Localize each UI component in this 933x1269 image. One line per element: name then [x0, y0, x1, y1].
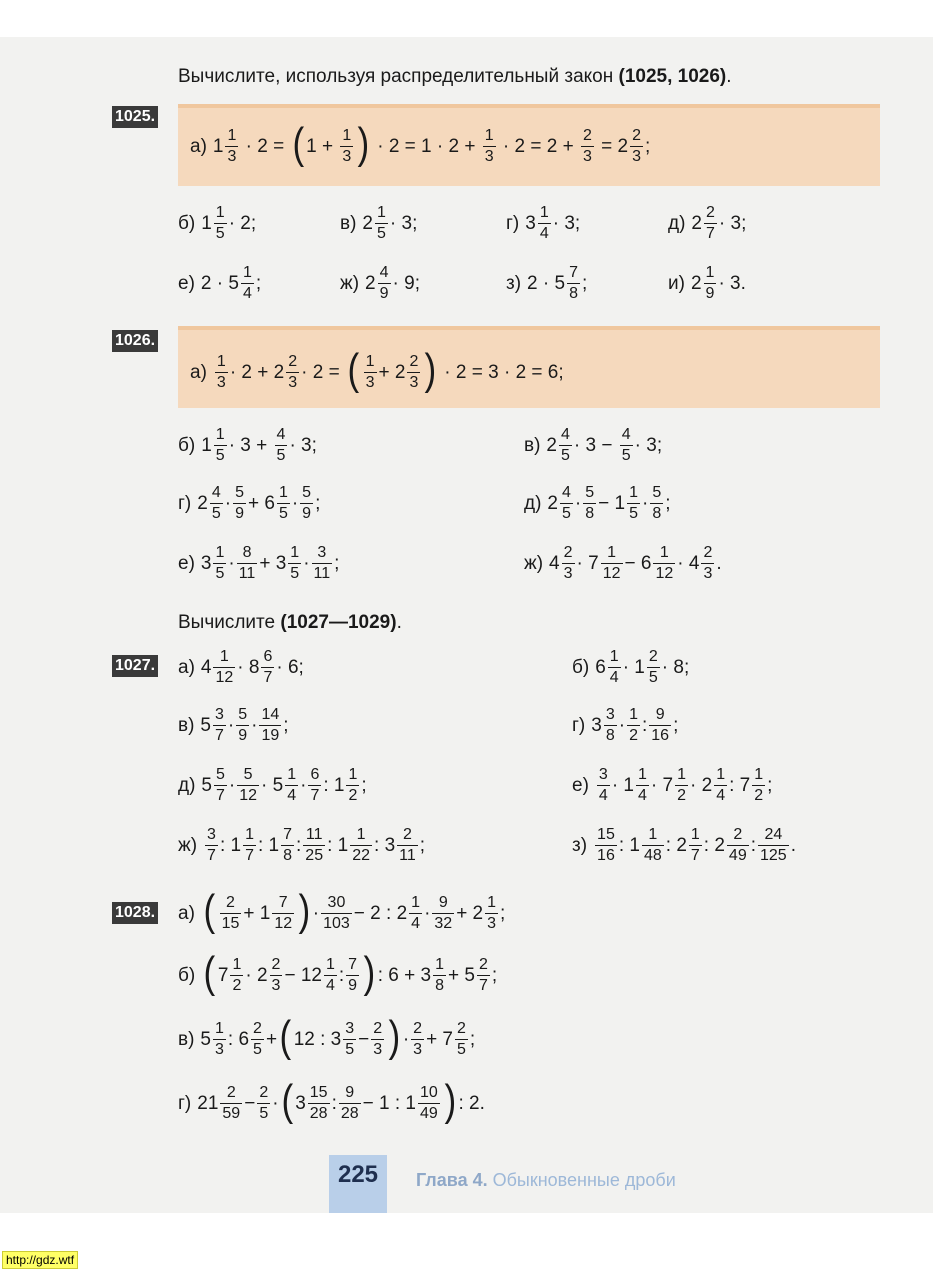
- heading-end: .: [726, 66, 732, 87]
- item-1027-z: з) $\frac{15}{16}$ : 1 $\frac{1}{48}$ : 2 $\frac{1}{7}$ : 2 $\frac{2}{49}$ : $\frac{24}{125}$ .: [572, 825, 796, 864]
- exercise-badge-1027: 1027.: [112, 655, 158, 677]
- heading-ref: (1027—1029): [280, 612, 397, 633]
- heading-text: Вычислите: [178, 612, 281, 633]
- item-1025-i: и) 2 $\frac{1}{9}$ · 3.: [668, 263, 746, 302]
- item-label: е): [178, 272, 195, 294]
- heading-text: Вычислите, используя распределительный закон: [178, 66, 619, 87]
- item-label: ж): [178, 834, 198, 856]
- item-label: г): [506, 212, 520, 234]
- item-1027-zh: ж) $\frac{3}{7}$ : 1 $\frac{1}{7}$ : 1 $\frac{7}{8}$ : $\frac{11}{25}$ : 1 $\frac{1}{22}$ : 3 $\frac{2}{11}$ ;: [178, 825, 426, 864]
- item-label: ж): [340, 272, 360, 294]
- item-label: д): [178, 774, 196, 796]
- item-1027-a: а) 4 $\frac{1}{12}$ · 8 $\frac{6}{7}$ · 6;: [178, 647, 304, 686]
- item-label: в): [178, 714, 195, 736]
- item-1028-g: г) 21 $\frac{2}{59}$ − $\frac{2}{5}$ · ( 3 $\frac{15}{28}$ : $\frac{9}{28}$ − 1 : 1 $\frac{10}{49}$ ) : 2.: [178, 1076, 485, 1125]
- item-1025-b: б) 1 $\frac{1}{5}$ · 2;: [178, 203, 257, 242]
- item-1026-d: д) 2 $\frac{4}{5}$ · $\frac{5}{8}$ − 1 $\frac{1}{5}$ · $\frac{5}{8}$ ;: [524, 483, 671, 522]
- item-label: а): [178, 902, 195, 924]
- item-1027-g: г) 3 $\frac{3}{8}$ · $\frac{1}{2}$ : $\frac{9}{16}$ ;: [572, 705, 679, 744]
- item-label: д): [524, 492, 542, 514]
- item-label: д): [668, 212, 686, 234]
- item-1026-b: б) 1 $\frac{1}{5}$ · 3 + $\frac{4}{5}$ · 3;: [178, 425, 317, 464]
- item-label: а): [178, 656, 195, 678]
- item-label: б): [572, 656, 590, 678]
- item-label: в): [340, 212, 357, 234]
- exercise-badge-1026: 1026.: [112, 330, 158, 352]
- section-heading-1: [178, 66, 732, 88]
- item-1026-g: г) 2 $\frac{4}{5}$ · $\frac{5}{9}$ + 6 $\frac{1}{5}$ · $\frac{5}{9}$ ;: [178, 483, 321, 522]
- item-1027-e: е) $\frac{3}{4}$ · 1 $\frac{1}{4}$ · 7 $\frac{1}{2}$ · 2 $\frac{1}{4}$ : 7 $\frac{1}{2}$ ;: [572, 765, 773, 804]
- item-label: б): [178, 964, 196, 986]
- item-1027-d: д) 5 $\frac{5}{7}$ · $\frac{5}{12}$ · 5 $\frac{1}{4}$ · $\frac{6}{7}$ : 1 $\frac{1}{2}$ ;: [178, 765, 367, 804]
- item-1025-zh: ж) 2 $\frac{4}{9}$ · 9;: [340, 263, 420, 302]
- page-number: 225: [329, 1155, 387, 1213]
- chapter-title: [416, 1170, 676, 1191]
- heading-ref: (1025, 1026): [618, 66, 727, 87]
- item-label: в): [178, 1028, 195, 1050]
- item-1025-d: д) 2 $\frac{2}{7}$ · 3;: [668, 203, 747, 242]
- exercise-badge-1028: 1028.: [112, 902, 158, 924]
- example-1026-a: а) $\frac{1}{3}$ · 2 + 2 $\frac{2}{3}$ · 2 = ( $\frac{1}{3}$ + 2 $\frac{2}{3}$ ) · 2 = 3 · 2 = 6;: [190, 345, 564, 394]
- chapter-label: Глава 4.: [416, 1170, 488, 1190]
- item-label: и): [668, 272, 685, 294]
- item-1026-v: в) 2 $\frac{4}{5}$ · 3 − $\frac{4}{5}$ · 3;: [524, 425, 663, 464]
- item-label: г): [178, 1092, 192, 1114]
- item-1025-v: в) 2 $\frac{1}{5}$ · 3;: [340, 203, 418, 242]
- item-label: з): [506, 272, 522, 294]
- chapter-name: Обыкновенные дроби: [487, 1170, 676, 1190]
- item-1025-z: з) 2 · 5 $\frac{7}{8}$ ;: [506, 263, 588, 302]
- item-1027-v: в) 5 $\frac{3}{7}$ · $\frac{5}{9}$ · $\frac{14}{19}$ ;: [178, 705, 289, 744]
- item-1026-e: е) 3 $\frac{1}{5}$ · $\frac{8}{11}$ + 3 $\frac{1}{5}$ · $\frac{3}{11}$ ;: [178, 543, 340, 582]
- example-1025-a: а) 1 $\frac{1}{3}$ · 2 = ( 1 + $\frac{1}{3}$ ) · 2 = 1 · 2 + $\frac{1}{3}$ · 2 = 2 + $\frac{2}{3}$ = 2 $\frac{2}{3}$ ;: [190, 119, 651, 168]
- item-label: б): [178, 434, 196, 456]
- item-label: г): [572, 714, 586, 736]
- item-label: е): [572, 774, 589, 796]
- item-1026-zh: ж) 4 $\frac{2}{3}$ · 7 $\frac{1}{12}$ − 6 $\frac{1}{12}$ · 4 $\frac{2}{3}$ .: [524, 543, 722, 582]
- item-label: ж): [524, 552, 544, 574]
- item-1027-b: б) 6 $\frac{1}{4}$ · 1 $\frac{2}{5}$ · 8;: [572, 647, 690, 686]
- watermark-link[interactable]: http://gdz.wtf: [2, 1251, 78, 1269]
- item-1028-b: б) ( 7 $\frac{1}{2}$ · 2 $\frac{2}{3}$ − 12 $\frac{1}{4}$ : $\frac{7}{9}$ ) : 6 + 3 $\frac{1}{8}$ + 5 $\frac{2}{7}$ ;: [178, 948, 498, 997]
- heading-end: .: [396, 612, 402, 633]
- section-heading-2: [178, 612, 402, 634]
- item-label: з): [572, 834, 588, 856]
- exercise-badge-1025: 1025.: [112, 106, 158, 128]
- item-label: г): [178, 492, 192, 514]
- item-label: в): [524, 434, 541, 456]
- item-1025-g: г) 3 $\frac{1}{4}$ · 3;: [506, 203, 581, 242]
- item-label: а): [190, 361, 207, 383]
- item-label: б): [178, 212, 196, 234]
- item-1028-a: а) ( $\frac{2}{15}$ + 1 $\frac{7}{12}$ ) · $\frac{30}{103}$ − 2 : 2 $\frac{1}{4}$ · $\frac{9}{32}$ + 2 $\frac{1}{3}$ ;: [178, 886, 506, 935]
- item-1025-e: е) 2 · 5 $\frac{1}{4}$ ;: [178, 263, 262, 302]
- item-1028-v: в) 5 $\frac{1}{3}$ : 6 $\frac{2}{5}$ + ( 12 : 3 $\frac{3}{5}$ − $\frac{2}{3}$ ) · $\frac{2}{3}$ + 7 $\frac{2}{5}$ ;: [178, 1012, 476, 1061]
- item-label: е): [178, 552, 195, 574]
- item-label: а): [190, 135, 207, 157]
